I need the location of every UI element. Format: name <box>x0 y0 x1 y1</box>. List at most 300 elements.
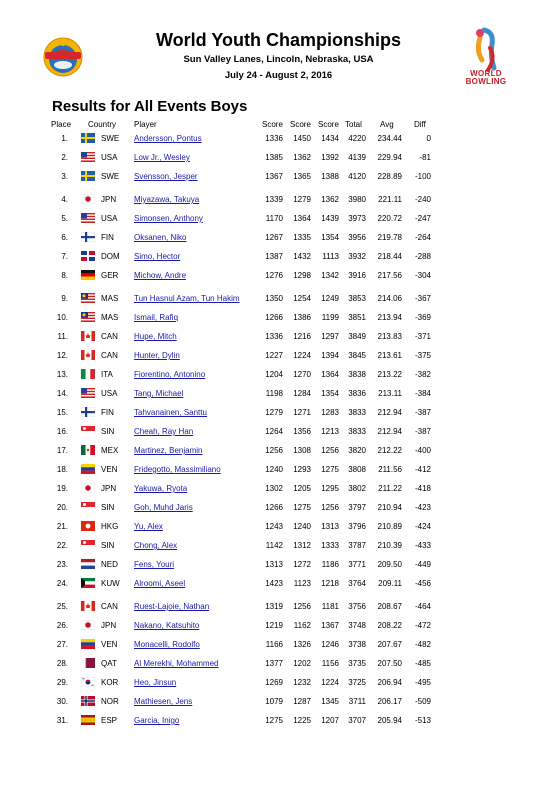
score2-cell: 1312 <box>293 541 311 550</box>
score3-cell: 1186 <box>321 560 339 569</box>
avg-cell: 214.06 <box>377 294 402 303</box>
diff-cell: -288 <box>414 252 431 261</box>
player-link[interactable]: Tun Hasnul Azam, Tun Hakim <box>134 294 240 303</box>
section-title: Results for All Events Boys <box>52 98 248 115</box>
score3-cell: 1345 <box>321 697 339 706</box>
score1-cell: 1219 <box>265 621 283 630</box>
col-score-3: Score <box>318 120 339 129</box>
score1-cell: 1079 <box>265 697 283 706</box>
score2-cell: 1123 <box>293 579 311 588</box>
score3-cell: 1295 <box>321 484 339 493</box>
table-row <box>0 499 557 517</box>
score3-cell: 1392 <box>321 153 339 162</box>
player-link[interactable]: Al Merekhi, Mohammed <box>134 659 219 668</box>
total-cell: 3725 <box>348 678 366 687</box>
score3-cell: 1364 <box>321 370 339 379</box>
score3-cell: 1313 <box>321 522 339 531</box>
score3-cell: 1439 <box>321 214 339 223</box>
total-cell: 3771 <box>348 560 366 569</box>
player-link[interactable]: Mathiesen, Jens <box>134 697 193 706</box>
place-cell: 22. <box>56 541 68 550</box>
usa-flag-icon <box>81 213 95 223</box>
score2-cell: 1272 <box>293 560 311 569</box>
score2-cell: 1224 <box>293 351 311 360</box>
score2-cell: 1308 <box>293 446 311 455</box>
hkg-flag-icon <box>81 521 95 531</box>
diff-cell: -375 <box>414 351 431 360</box>
table-row <box>0 712 557 730</box>
score1-cell: 1227 <box>265 351 283 360</box>
avg-cell: 213.11 <box>378 389 402 398</box>
total-cell: 4120 <box>348 172 366 181</box>
player-link[interactable]: Heo, Jinsun <box>134 678 177 687</box>
total-cell: 3820 <box>348 446 366 455</box>
total-cell: 3845 <box>348 351 366 360</box>
col-place: Place <box>51 120 72 129</box>
diff-cell: -464 <box>414 602 431 611</box>
diff-cell: -472 <box>414 621 431 630</box>
score1-cell: 1313 <box>265 560 283 569</box>
country-cell: MEX <box>101 446 119 455</box>
score3-cell: 1224 <box>321 678 339 687</box>
player-link[interactable]: Hupe, Mitch <box>134 332 177 341</box>
avg-cell: 210.94 <box>377 503 402 512</box>
score1-cell: 1385 <box>265 153 283 162</box>
place-cell: 1. <box>61 134 68 143</box>
diff-cell: -371 <box>414 332 431 341</box>
table-row <box>0 404 557 422</box>
table-row <box>0 575 557 593</box>
avg-cell: 209.11 <box>378 579 402 588</box>
diff-cell: -449 <box>414 560 431 569</box>
table-row <box>0 655 557 673</box>
total-cell: 3853 <box>348 294 366 303</box>
player-link[interactable]: Miyazawa, Takuya <box>134 195 200 204</box>
place-cell: 20. <box>56 503 68 512</box>
score2-cell: 1326 <box>293 640 311 649</box>
diff-cell: -367 <box>414 294 431 303</box>
total-cell: 4220 <box>348 134 366 143</box>
place-cell: 5. <box>61 214 68 223</box>
swe-flag-icon <box>81 133 95 143</box>
player-link[interactable]: Chong, Alex <box>134 541 178 550</box>
country-cell: USA <box>101 389 118 398</box>
player-link[interactable]: Svensson, Jesper <box>134 172 198 181</box>
table-row <box>0 328 557 346</box>
diff-cell: -100 <box>414 172 431 181</box>
sin-flag-icon <box>81 426 95 436</box>
country-cell: MAS <box>101 294 119 303</box>
score2-cell: 1256 <box>293 602 311 611</box>
country-cell: NED <box>101 560 118 569</box>
col-total: Total <box>345 120 362 129</box>
diff-cell: 0 <box>426 134 431 143</box>
score1-cell: 1256 <box>265 446 283 455</box>
player-link[interactable]: Fridegotto, Massimiliano <box>134 465 221 474</box>
avg-cell: 213.83 <box>377 332 402 341</box>
score2-cell: 1386 <box>293 313 311 322</box>
country-cell: KUW <box>101 579 120 588</box>
country-cell: HKG <box>101 522 119 531</box>
mas-flag-icon <box>81 293 95 303</box>
place-cell: 28. <box>56 659 68 668</box>
table-row <box>0 442 557 460</box>
place-cell: 24. <box>56 579 68 588</box>
score2-cell: 1364 <box>293 214 311 223</box>
player-link[interactable]: Alroomi, Aseel <box>134 579 186 588</box>
player-link[interactable]: Andersson, Pontus <box>134 134 202 143</box>
table-row <box>0 290 557 308</box>
table-row <box>0 385 557 403</box>
player-link[interactable]: Fens, Youri <box>134 560 175 569</box>
player-link[interactable]: Simo, Hector <box>134 252 181 261</box>
score3-cell: 1249 <box>321 294 339 303</box>
ita-flag-icon <box>81 369 95 379</box>
table-row <box>0 229 557 247</box>
score3-cell: 1342 <box>321 271 339 280</box>
total-cell: 3808 <box>348 465 366 474</box>
diff-cell: -418 <box>414 484 431 493</box>
score2-cell: 1335 <box>293 233 311 242</box>
score1-cell: 1266 <box>265 313 283 322</box>
kuw-flag-icon <box>81 578 95 588</box>
avg-cell: 210.39 <box>377 541 402 550</box>
country-cell: ESP <box>101 716 118 725</box>
total-cell: 3836 <box>348 389 366 398</box>
total-cell: 3932 <box>348 252 366 261</box>
avg-cell: 220.72 <box>377 214 402 223</box>
table-row <box>0 461 557 479</box>
score3-cell: 1256 <box>321 446 339 455</box>
col-score-1: Score <box>262 120 283 129</box>
place-cell: 4. <box>61 195 68 204</box>
country-cell: ITA <box>101 370 113 379</box>
score1-cell: 1267 <box>265 233 283 242</box>
country-cell: USA <box>101 153 118 162</box>
can-flag-icon <box>81 331 95 341</box>
swe-flag-icon <box>81 171 95 181</box>
diff-cell: -240 <box>414 195 431 204</box>
country-cell: SIN <box>101 503 115 512</box>
player-link[interactable]: Martinez, Benjamin <box>134 446 203 455</box>
score1-cell: 1275 <box>265 716 283 725</box>
player-link[interactable]: Nakano, Katsuhito <box>134 621 200 630</box>
score1-cell: 1367 <box>265 172 283 181</box>
table-row <box>0 248 557 266</box>
score3-cell: 1333 <box>321 541 339 550</box>
score1-cell: 1266 <box>265 503 283 512</box>
diff-cell: -485 <box>414 659 431 668</box>
avg-cell: 213.22 <box>377 370 402 379</box>
score3-cell: 1354 <box>321 389 339 398</box>
player-link[interactable]: Goh, Muhd Jaris <box>134 503 193 512</box>
kor-flag-icon <box>81 677 95 687</box>
score1-cell: 1142 <box>265 541 283 550</box>
place-cell: 14. <box>56 389 68 398</box>
place-cell: 12. <box>56 351 68 360</box>
total-cell: 3980 <box>348 195 366 204</box>
score1-cell: 1336 <box>265 134 283 143</box>
page-title: World Youth Championships <box>156 30 401 50</box>
country-cell: DOM <box>101 252 120 261</box>
country-cell: FIN <box>101 408 114 417</box>
score3-cell: 1181 <box>321 602 339 611</box>
total-cell: 3756 <box>348 602 366 611</box>
total-cell: 3707 <box>348 716 366 725</box>
avg-cell: 212.22 <box>377 446 402 455</box>
jpn-flag-icon <box>81 194 95 204</box>
score3-cell: 1113 <box>322 252 339 261</box>
place-cell: 19. <box>56 484 68 493</box>
avg-cell: 234.44 <box>377 134 402 143</box>
diff-cell: -424 <box>414 522 431 531</box>
qat-flag-icon <box>81 658 95 668</box>
score2-cell: 1279 <box>293 195 311 204</box>
country-cell: NOR <box>101 697 119 706</box>
score3-cell: 1362 <box>321 195 339 204</box>
dom-flag-icon <box>81 251 95 261</box>
score2-cell: 1205 <box>293 484 311 493</box>
diff-cell: -495 <box>414 678 431 687</box>
esp-flag-icon <box>81 715 95 725</box>
total-cell: 3764 <box>348 579 366 588</box>
score3-cell: 1434 <box>321 134 339 143</box>
diff-cell: -387 <box>414 408 431 417</box>
avg-cell: 206.94 <box>377 678 402 687</box>
place-cell: 25. <box>56 602 68 611</box>
table-row <box>0 674 557 692</box>
player-link[interactable]: Yu, Alex <box>134 522 163 531</box>
usa-flag-icon <box>81 152 95 162</box>
place-cell: 6. <box>61 233 68 242</box>
place-cell: 29. <box>56 678 68 687</box>
player-link[interactable]: Tang, Michael <box>134 389 184 398</box>
country-cell: VEN <box>101 640 118 649</box>
diff-cell: -382 <box>414 370 431 379</box>
diff-cell: -264 <box>414 233 431 242</box>
player-link[interactable]: Monacelli, Rodolfo <box>134 640 200 649</box>
table-row <box>0 149 557 167</box>
score1-cell: 1377 <box>265 659 283 668</box>
col-player: Player <box>134 120 157 129</box>
score2-cell: 1284 <box>293 389 311 398</box>
place-cell: 16. <box>56 427 68 436</box>
diff-cell: -369 <box>414 313 431 322</box>
score2-cell: 1293 <box>293 465 311 474</box>
avg-cell: 207.67 <box>377 640 402 649</box>
diff-cell: -384 <box>414 389 431 398</box>
player-link[interactable]: Oksanen, Niko <box>134 233 187 242</box>
can-flag-icon <box>81 350 95 360</box>
place-cell: 13. <box>56 370 68 379</box>
table-row <box>0 617 557 635</box>
avg-cell: 208.22 <box>377 621 402 630</box>
avg-cell: 221.11 <box>378 195 402 204</box>
diff-cell: -304 <box>414 271 431 280</box>
score2-cell: 1232 <box>293 678 311 687</box>
total-cell: 3833 <box>348 408 366 417</box>
place-cell: 7. <box>61 252 68 261</box>
score2-cell: 1254 <box>293 294 311 303</box>
score2-cell: 1162 <box>293 621 311 630</box>
avg-cell: 213.94 <box>377 313 402 322</box>
total-cell: 3956 <box>348 233 366 242</box>
place-cell: 3. <box>61 172 68 181</box>
avg-cell: 205.94 <box>377 716 402 725</box>
avg-cell: 213.61 <box>377 351 402 360</box>
score3-cell: 1218 <box>321 579 339 588</box>
score1-cell: 1243 <box>265 522 283 531</box>
score3-cell: 1156 <box>321 659 339 668</box>
score2-cell: 1271 <box>293 408 311 417</box>
table-row <box>0 423 557 441</box>
can-flag-icon <box>81 601 95 611</box>
place-cell: 17. <box>56 446 68 455</box>
avg-cell: 207.50 <box>377 659 402 668</box>
table-row <box>0 537 557 555</box>
jpn-flag-icon <box>81 620 95 630</box>
total-cell: 3916 <box>348 271 366 280</box>
place-cell: 8. <box>61 271 68 280</box>
table-row <box>0 267 557 285</box>
score3-cell: 1207 <box>321 716 339 725</box>
country-cell: SWE <box>101 134 120 143</box>
score2-cell: 1432 <box>293 252 311 261</box>
total-cell: 3796 <box>348 522 366 531</box>
score1-cell: 1240 <box>265 465 283 474</box>
avg-cell: 218.44 <box>377 252 402 261</box>
diff-cell: -412 <box>414 465 431 474</box>
player-link[interactable]: Ruest-Lajoie, Nathan <box>134 602 210 611</box>
mex-flag-icon <box>81 445 95 455</box>
diff-cell: -400 <box>414 446 431 455</box>
score1-cell: 1166 <box>265 640 283 649</box>
table-row <box>0 210 557 228</box>
table-row <box>0 366 557 384</box>
country-cell: SWE <box>101 172 120 181</box>
score3-cell: 1394 <box>321 351 339 360</box>
score3-cell: 1354 <box>321 233 339 242</box>
table-row <box>0 480 557 498</box>
score3-cell: 1283 <box>321 408 339 417</box>
place-cell: 18. <box>56 465 68 474</box>
avg-cell: 208.67 <box>377 602 402 611</box>
diff-cell: -513 <box>414 716 431 725</box>
score1-cell: 1350 <box>265 294 283 303</box>
fin-flag-icon <box>81 232 95 242</box>
score1-cell: 1319 <box>265 602 283 611</box>
player-link[interactable]: Garcia, Inigo <box>134 716 180 725</box>
avg-cell: 219.78 <box>377 233 402 242</box>
diff-cell: -456 <box>414 579 431 588</box>
total-cell: 3797 <box>348 503 366 512</box>
country-cell: USA <box>101 214 118 223</box>
player-link[interactable]: Yakuwa, Ryota <box>134 484 188 493</box>
nor-flag-icon <box>81 696 95 706</box>
country-cell: MAS <box>101 313 119 322</box>
total-cell: 3851 <box>348 313 366 322</box>
country-cell: KOR <box>101 678 119 687</box>
ned-flag-icon <box>81 559 95 569</box>
score3-cell: 1388 <box>321 172 339 181</box>
score1-cell: 1336 <box>265 332 283 341</box>
place-cell: 10. <box>56 313 68 322</box>
col-score-2: Score <box>290 120 311 129</box>
place-cell: 21. <box>56 522 68 531</box>
diff-cell: -81 <box>419 153 431 162</box>
place-cell: 26. <box>56 621 68 630</box>
player-link[interactable]: Low Jr., Wesley <box>134 153 190 162</box>
country-cell: JPN <box>101 195 117 204</box>
score2-cell: 1365 <box>293 172 311 181</box>
total-cell: 4139 <box>348 153 366 162</box>
table-row <box>0 518 557 536</box>
country-cell: SIN <box>101 427 115 436</box>
score3-cell: 1246 <box>321 640 339 649</box>
score2-cell: 1270 <box>293 370 311 379</box>
player-link[interactable]: Ismail, Rafiq <box>134 313 179 322</box>
avg-cell: 211.22 <box>378 484 402 493</box>
place-cell: 11. <box>57 332 68 341</box>
place-cell: 9. <box>61 294 68 303</box>
score1-cell: 1302 <box>265 484 283 493</box>
ven-flag-icon <box>81 639 95 649</box>
avg-cell: 209.50 <box>377 560 402 569</box>
usa-flag-icon <box>81 388 95 398</box>
score3-cell: 1199 <box>321 313 339 322</box>
avg-cell: 212.94 <box>377 408 402 417</box>
table-row <box>0 598 557 616</box>
score2-cell: 1216 <box>293 332 311 341</box>
place-cell: 27. <box>56 640 68 649</box>
country-cell: SIN <box>101 541 115 550</box>
player-link[interactable]: Fiorentino, Antonino <box>134 370 206 379</box>
score2-cell: 1356 <box>293 427 311 436</box>
score1-cell: 1339 <box>265 195 283 204</box>
score3-cell: 1275 <box>321 465 339 474</box>
score1-cell: 1204 <box>265 370 283 379</box>
score3-cell: 1297 <box>321 332 339 341</box>
country-cell: FIN <box>101 233 114 242</box>
score1-cell: 1276 <box>265 271 283 280</box>
player-link[interactable]: Tahvanainen, Santtu <box>134 408 207 417</box>
total-cell: 3833 <box>348 427 366 436</box>
table-row <box>0 191 557 209</box>
col-diff: Diff <box>414 120 426 129</box>
country-cell: VEN <box>101 465 118 474</box>
total-cell: 3973 <box>348 214 366 223</box>
score2-cell: 1202 <box>293 659 311 668</box>
player-link[interactable]: Michow, Andre <box>134 271 187 280</box>
score3-cell: 1256 <box>321 503 339 512</box>
avg-cell: 228.89 <box>377 172 402 181</box>
avg-cell: 229.94 <box>377 153 402 162</box>
place-cell: 2. <box>61 153 68 162</box>
diff-cell: -433 <box>414 541 431 550</box>
fin-flag-icon <box>81 407 95 417</box>
player-link[interactable]: Hunter, Dylin <box>134 351 180 360</box>
score1-cell: 1170 <box>265 214 283 223</box>
sin-flag-icon <box>81 502 95 512</box>
player-link[interactable]: Simonsen, Anthony <box>134 214 203 223</box>
mas-flag-icon <box>81 312 95 322</box>
total-cell: 3787 <box>348 541 366 550</box>
score3-cell: 1367 <box>321 621 339 630</box>
place-cell: 31. <box>56 716 68 725</box>
score1-cell: 1423 <box>265 579 283 588</box>
player-link[interactable]: Cheah, Ray Han <box>134 427 194 436</box>
table-row <box>0 556 557 574</box>
